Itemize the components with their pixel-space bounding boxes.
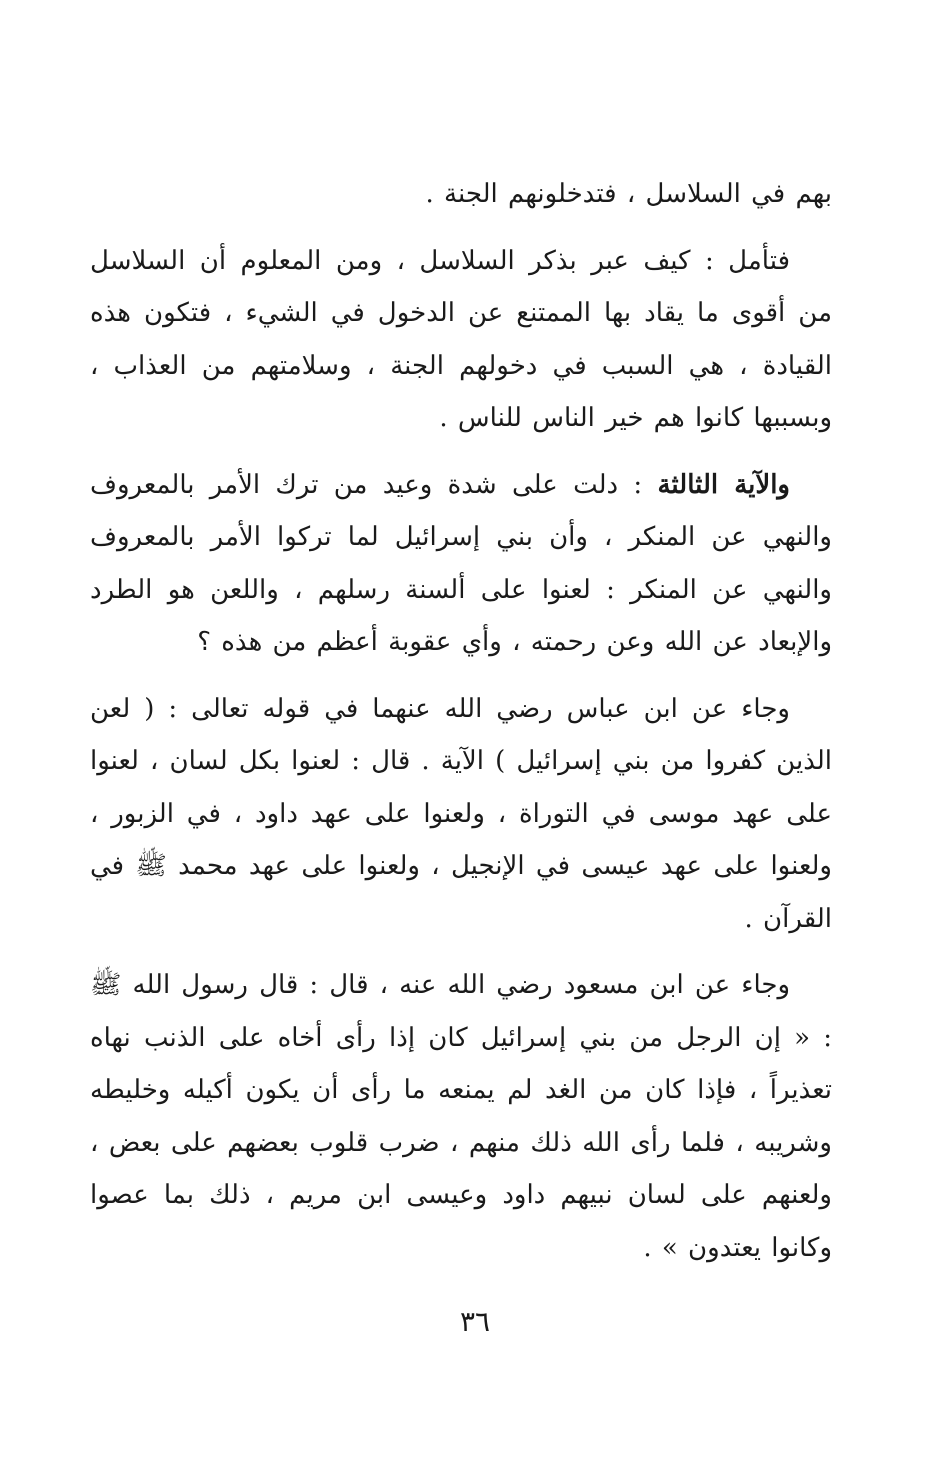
paragraph-lead: والآية الثالثة (657, 469, 790, 500)
paragraph-ibn-masud (90, 959, 832, 1274)
paragraph-ibn-abbas (90, 683, 832, 946)
paragraph-third-verse (90, 459, 832, 669)
paragraph-text: وجاء عن ابن عباس رضي الله عنهما في قوله تعالى : ( لعن الذين كفروا من بني إسرائيل ) الآية . قال : لعنوا بكل لسان ، لعنوا على عهد موسى في التوراة ، ولعنوا على عهد داود ، في الزبور ، ولعنوا على عهد عيسى في الإنجيل ، ولعنوا على عهد محمد ﷺ في القرآن . (90, 693, 832, 934)
page-number: ٣٦ (459, 1305, 491, 1338)
paragraph-text: وجاء عن ابن مسعود رضي الله عنه ، قال : قال رسول الله ﷺ : « إن الرجل من بني إسرائيل كان إذا رأى أخاه على الذنب نهاه تعذيراً ، فإذا كان من الغد لم يمنعه ما رأى أن يكون أكيله وخليطه وشريبه ، فلما رأى الله ذلك منهم ، ضرب قلوب بعضهم على بعض ، ولعنهم على لسان نبيهم داود وعيسى ابن مريم ، ذلك بما عصوا وكانوا يعتدون » . (90, 970, 832, 1263)
paragraph-text: : دلت على شدة وعيد من ترك الأمر بالمعروف والنهي عن المنكر ، وأن بني إسرائيل لما تركوا الأمر بالمعروف والنهي عن المنكر : لعنوا على ألسنة رسلهم ، واللعن هو الطرد والإبعاد عن الله وعن رحمته ، وأي عقوبة أعظم من هذه ؟ (90, 469, 832, 657)
paragraph-text: فتأمل : كيف عبر بذكر السلاسل ، ومن المعلوم أن السلاسل من أقوى ما يقاد بها الممتنع عن الدخول في الشيء ، فتكون هذه القيادة ، هي السبب في دخولهم الجنة ، وسلامتهم من العذاب ، وبسببها كانوا هم خير الناس للناس . (90, 245, 832, 433)
paragraph-continuation (90, 168, 832, 221)
page-body (90, 168, 832, 1478)
paragraph-reflection (90, 235, 832, 445)
paragraph-text: بهم في السلاسل ، فتدخلونهم الجنة . (425, 179, 832, 209)
